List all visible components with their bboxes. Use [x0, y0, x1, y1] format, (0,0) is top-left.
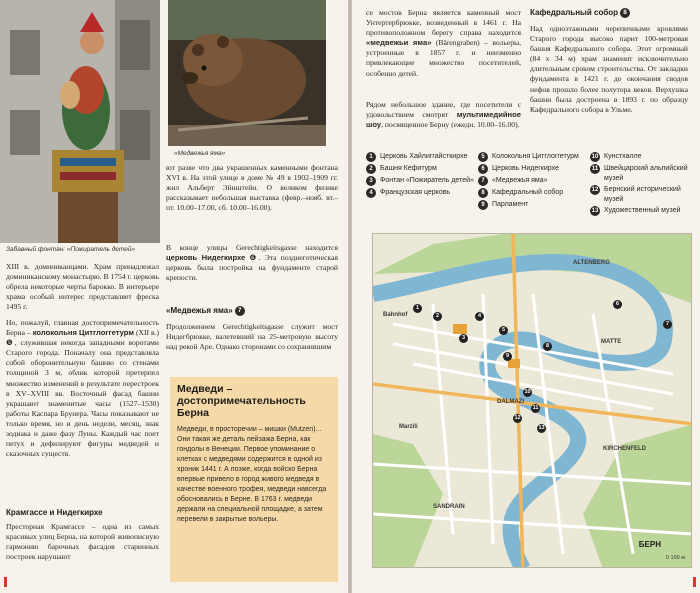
paragraph-nydeggbruecke: Продолжением Gerechtigkeitsgasse служит мост Нидегбрюкке, валетевший на 25-метровую высоту над рекой Аре. Однако сторонами со сохранившим	[166, 322, 338, 352]
highlight-zytglogge: колокольня Цитглоггетурм	[32, 328, 134, 338]
map-marker-13[interactable]: 13	[538, 425, 545, 431]
text-span: Рядом небольшое здание, где посетители с удовольствием смотрят	[366, 100, 521, 120]
legend-item-12	[590, 185, 690, 204]
legend-label: «Медвежья яма»	[492, 177, 548, 184]
legend-number: 4	[366, 188, 376, 198]
page-marker-left	[4, 577, 7, 587]
paragraph-nydegg	[166, 243, 338, 283]
map-marker-12[interactable]: 12	[514, 415, 521, 421]
legend-label: Бернский исторический музей	[604, 186, 681, 203]
legend-label: Кунстхалле	[604, 153, 642, 160]
map-label-sandrain: SANDRAIN	[433, 504, 465, 510]
legend-item-7	[478, 176, 586, 186]
legend-number: 13	[591, 208, 599, 214]
legend-item-4	[366, 188, 474, 198]
legend-label: Башня Кефитурм	[380, 165, 437, 172]
map-marker-8[interactable]: 8	[543, 342, 552, 351]
bear-photo	[168, 0, 326, 146]
map-label-dalmazi: DALMAZI	[497, 399, 524, 405]
fountain-photo	[0, 0, 160, 243]
legend-number: 1	[366, 152, 376, 162]
legend-label: Художественный музей	[604, 207, 681, 214]
legend-label: Кафедральный собор	[492, 189, 564, 196]
map-label-altenberg: ALTENBERG	[573, 260, 610, 266]
text-span: В конце улицы Gerechtigkeitsgasse находится	[166, 243, 338, 252]
map-marker-3[interactable]: 3	[459, 334, 468, 343]
map-label-kirchenfeld: KIRCHENFELD	[603, 446, 646, 452]
highlight-nydegg: церковь Нидегкирхе	[166, 253, 246, 263]
paragraph-kramgasse: Престорная Крамгассе – одна из самых красивых улиц Берна, на которой живописную гармонию барочных фасадов старинных построек нарушают	[6, 522, 159, 562]
map-marker-7[interactable]: 7	[663, 320, 672, 329]
map-marker-6[interactable]: 6	[613, 300, 622, 309]
left-page	[0, 0, 348, 593]
map-marker-5[interactable]: 5	[499, 326, 508, 335]
section-heading-kramgasse: Крамгассе и Нидегкирхе	[6, 508, 103, 517]
legend-label: Церковь Хайлиггайсткирхе	[380, 153, 468, 160]
box-title: Медведи – достопримечательность Берна	[177, 383, 306, 419]
legend-item-10	[590, 152, 690, 162]
legend-label: Парламент	[492, 201, 529, 208]
map-marker-11[interactable]: 11	[532, 405, 539, 411]
legend-number: 5	[478, 152, 488, 162]
map-label-marzili: Marzili	[399, 424, 418, 430]
legend-number: 6	[478, 164, 488, 174]
highlight-multimedia: мультимедийное шоу	[366, 110, 521, 130]
legend-number: 7	[478, 176, 488, 186]
highlight-bear-pit: «медвежьи ямa»	[366, 38, 432, 48]
marker-number: 8	[620, 8, 630, 18]
legend-label: Французская церковь	[380, 189, 451, 196]
legend-column-2	[478, 152, 586, 212]
legend-number: 10	[591, 154, 599, 160]
text-span: (Bärengraben) – вольеры, устроенные в 1857 г. и неизменно привлекающие множество посетителей, особенно детей.	[366, 38, 522, 78]
right-page	[352, 0, 700, 593]
legend-number: 9	[478, 200, 488, 210]
legend-item-11	[590, 164, 690, 183]
text-span: Но, пожалуй, главная достопримечательность Берна –	[6, 318, 159, 338]
map-marker-2[interactable]: 2	[433, 312, 442, 321]
section-title: Кафедральный собор	[530, 8, 619, 18]
map-legend	[366, 152, 688, 230]
text-span: (XII в.) ❺, служившая некогда западными воротами Старого города. Поначалу она представляла собой оборонительную башню со стенами толщиной 3 м, облик которой претерпел множество изменений в результате перестроек в XV–XVIII вв. Восточный фасад башни украшают знаменитые часы (1527–1530) работы Каспара Брунера. Часы показывают не только время, но и день недели, месяц, знак зодиака и даже фазу Луны. Каждый час поет петух и дефилируют фигуры медведей и сказочных существ.	[6, 328, 159, 459]
paragraph-zytglogge	[6, 318, 159, 459]
legend-column-1	[366, 152, 474, 200]
legend-label: Колокольня Цитглоггетурм	[492, 153, 579, 160]
section-heading-cathedral	[530, 8, 630, 18]
map-marker-1[interactable]: 1	[413, 304, 422, 313]
map-marker-9[interactable]: 9	[503, 352, 512, 361]
section-heading-bear-pit	[166, 306, 245, 316]
legend-number: 12	[591, 187, 599, 193]
legend-label: Фонтан «Пожиратель детей»	[380, 177, 474, 184]
legend-item-5	[478, 152, 586, 162]
legend-item-8	[478, 188, 586, 198]
text-span: , посвященное Берну (ежедн. 10.00–16.00).	[381, 120, 520, 130]
marker-number: 7	[235, 306, 245, 316]
legend-label: Швейцарский альпийский музей	[604, 165, 688, 182]
map-marker-10[interactable]: 10	[524, 389, 531, 395]
map-graphic	[373, 234, 692, 568]
fountain-caption: Забавный фонтан: «Пожиратель детей»	[6, 246, 136, 253]
legend-number: 8	[478, 188, 488, 198]
text-span: се мостов Берна является каменный мост Унтертербрюкке, возведенный в 1461 г. На противоположном берегу справа находится	[366, 8, 521, 38]
box-text: Медведи, в просторечии – мишки (Mutzen)... Они такая же деталь пейзажа Берна, как гондолы в Венеции. Первое упоминание о клетках с медведями содержится в одной из хроник 1441 г. А позже, когда войско Берна впервые привело в город живого медведя в качестве военного трофея, медведи навсегда обосновались в Берне. В 1763 г. медведи держали на специальной площадке, а затем перевели в закрытые вольеры.	[177, 426, 327, 523]
legend-item-13	[590, 206, 690, 216]
paragraph-untertor-bridge	[366, 8, 521, 79]
map-scale: 0 100 м	[665, 555, 685, 561]
legend-item-9	[478, 200, 586, 210]
paragraph-cathedral: Над одноэтажными черепичными кровлями Старого города высоко парит 100-метровая башня Кафедрального собора. Этот огромный (84 х 34 м) храм знаменит исключительно длительным сроком строительства. От закладки фундамента в 1421 г. до окончания сводов нефов прошло более полутора веков. Верхушка башни была достроена в 1893 г. по образцу Кафедрального собора в Ульме.	[530, 24, 688, 114]
city-map	[372, 233, 692, 568]
map-marker-4[interactable]: 4	[475, 312, 484, 321]
map-label-matte: MATTE	[601, 339, 622, 345]
section-title: «Медвежья яма»	[166, 306, 233, 316]
legend-item-1	[366, 152, 474, 162]
legend-number: 2	[366, 164, 376, 174]
paragraph-dominican-church: XIII в. доминиканцами. Храм принадлежал доминиканскому монастырю. В 1754 г. церковь обрела некоторые черты барокко. В интерьере храма особый интерес представляет фреска 1495 г.	[6, 262, 159, 312]
legend-item-2	[366, 164, 474, 174]
bear-caption: «Медвежья яма»	[174, 150, 226, 157]
map-label-bahnhof: Bahnhof	[383, 312, 408, 318]
legend-number: 11	[591, 166, 599, 172]
legend-label: Церковь Нидегкирхе	[492, 165, 559, 172]
page-marker-right	[693, 577, 696, 587]
paragraph-multimedia-show	[366, 100, 521, 130]
legend-item-6	[478, 164, 586, 174]
sidebar-box-bears	[170, 377, 338, 582]
map-city-label: БЕРН	[638, 540, 661, 549]
legend-column-3	[590, 152, 690, 218]
legend-number: 3	[366, 176, 376, 186]
text-span: ❻. Эта позднеготическая церковь была постройка на фундаменте старой крепости.	[166, 253, 338, 283]
legend-item-3	[366, 176, 474, 186]
paragraph-einstein: ют разве что два украшенных каменными фонтана XVI в. На этой улице в доме № 49 в 1902–1909 гг. жил Альберт Эйнштейн. О великом физике рассказывает небольшая выставка (февр.–нояб. вт.–пт. 10.00–17.00, сб. 10.00–16.00).	[166, 163, 338, 213]
